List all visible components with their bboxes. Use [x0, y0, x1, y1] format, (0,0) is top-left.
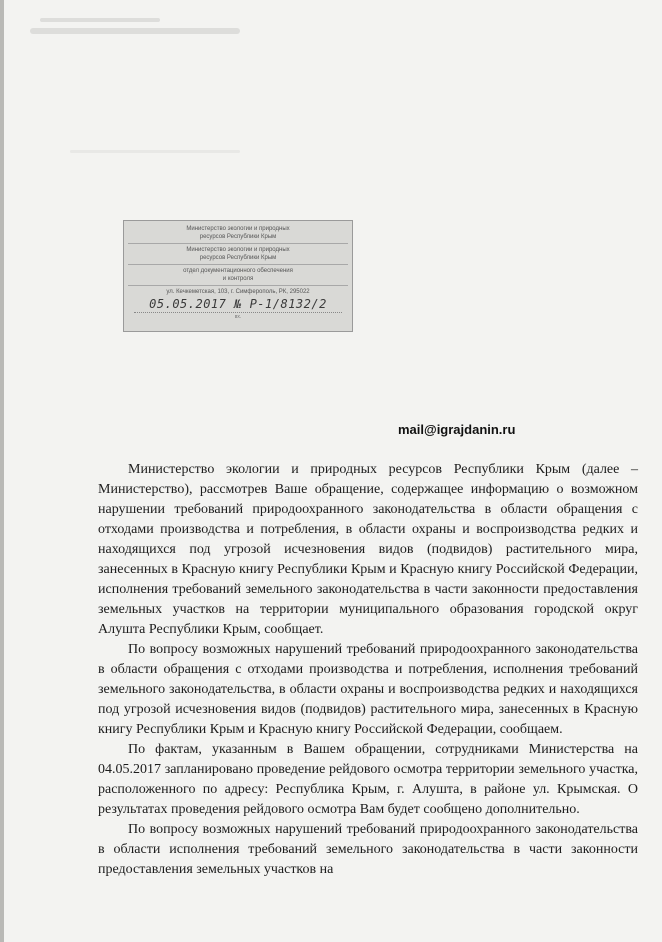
stamp-registration-number: 05.05.2017 № P-1/8132/2 [134, 296, 342, 313]
stamp-footer: вх. [234, 314, 242, 320]
recipient-email: mail@igrajdanin.ru [398, 422, 516, 437]
stamp-divider [128, 243, 348, 244]
scan-smudge [30, 28, 240, 34]
stamp-line: ресурсов Республики Крым [199, 234, 277, 240]
stamp-line: Министерство экологии и природных [186, 247, 290, 253]
stamp-line: Министерство экологии и природных [186, 226, 290, 232]
scan-smudge [70, 150, 240, 153]
letter-paragraph: По фактам, указанным в Вашем обращении, сотрудниками Министерства на 04.05.2017 запланировано проведение рейдового осмотра территории земельного участка, расположенного по адресу: Республика Крым, г. Алушта, в районе ул. Крымская. О результатах проведения рейдового осмотра Вам будет сообщено дополнительно. [98, 742, 638, 817]
letter-paragraph: Министерство экологии и природных ресурсов Республики Крым (далее – Министерство), рассмотрев Ваше обращение, содержащее информацию о возможном нарушении требований природоохранного законодательства в области обращения с отходами производства и потребления, в области охраны и воспроизводства редких и находящихся под угрозой исчезновения видов (подвидов) растительного мира, занесенных в Красную книгу Республики Крым и Красную книгу Российской Федерации, исполнения требований земельного законодательства в части законности предоставления земельных участков на территории муниципального образования городской округ Алушта Республики Крым, сообщает. [98, 462, 638, 637]
stamp-line: и контроля [222, 276, 254, 282]
stamp-divider [128, 285, 348, 286]
registration-stamp [123, 220, 353, 332]
stamp-line: ул. Кечкеметская, 103, г. Симферополь, РК, 295022 [166, 289, 310, 295]
stamp-line: отдел документационного обеспечения [183, 268, 293, 274]
letter-body [98, 460, 638, 880]
letter-paragraph: По вопросу возможных нарушений требований природоохранного законодательства в области исполнения требований земельного законодательства в части законности предоставления земельных участков на [98, 822, 638, 877]
letter-paragraph: По вопросу возможных нарушений требований природоохранного законодательства в области обращения с отходами производства и потребления, исполнения требований земельного законодательства, в области охраны и воспроизводства редких и находящихся под угрозой исчезновения видов (подвидов) растительного мира, занесенных в Красную книгу Республики Крым и Красную книгу Российской Федерации, сообщаем. [98, 642, 638, 737]
stamp-line: ресурсов Республики Крым [199, 255, 277, 261]
scan-smudge [40, 18, 160, 22]
scan-edge [0, 0, 4, 942]
stamp-divider [128, 264, 348, 265]
